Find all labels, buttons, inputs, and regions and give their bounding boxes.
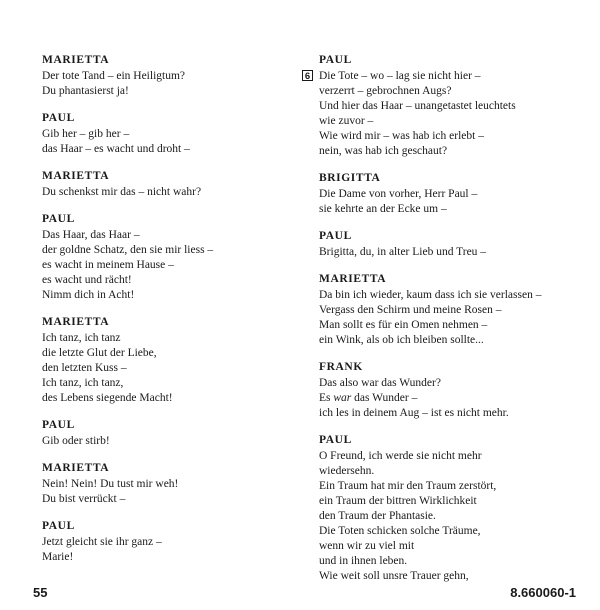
dialogue-line: verzerrt – gebrochnen Augs? [319,85,452,97]
dialogue-line: den Traum der Phantasie. [319,510,436,522]
dialogue-block [319,229,579,260]
dialogue-line: den letzten Kuss – [42,362,127,374]
speaker-name: PAUL [319,54,352,66]
dialogue-line: Ich tanz, ich tanz, [42,377,124,389]
dialogue-line: Gib her – gib her – [42,128,130,140]
dialogue-line: die letzte Glut der Liebe, [42,347,157,359]
speaker-name: PAUL [42,419,75,431]
speaker-name: MARIETTA [319,273,387,285]
dialogue-block [42,315,282,406]
dialogue-text: Es [319,392,334,404]
dialogue-line: Gib oder stirb! [42,435,110,447]
speaker-name: PAUL [319,434,352,446]
dialogue-block [304,53,579,159]
dialogue-text: das Wunder – [351,392,418,404]
dialogue-line: das Haar – es wacht und droht – [42,143,190,155]
speaker-name: PAUL [319,230,352,242]
dialogue-line: Vergass den Schirm und meine Rosen – [319,304,502,316]
dialogue-line: Das Haar, das Haar – [42,229,140,241]
dialogue-line: und in ihnen leben. [319,555,408,567]
dialogue-line [304,69,579,84]
dialogue-text: Die Tote – wo – lag sie nicht hier – [319,70,481,82]
dialogue-block [42,418,282,449]
speaker-name: MARIETTA [42,170,110,182]
dialogue-line: Ich tanz, ich tanz [42,332,121,344]
track-marker: 6 [302,70,313,81]
speaker-name: PAUL [42,213,75,225]
dialogue-block [42,519,282,565]
dialogue-line: Jetzt gleicht sie ihr ganz – [42,536,162,548]
dialogue-line: ein Traum der bittren Wirklichkeit [319,495,477,507]
left-column [42,53,282,577]
dialogue-line: der goldne Schatz, den sie mir liess – [42,244,214,256]
dialogue-line: ich les in deinem Aug – ist es nicht mehr. [319,407,509,419]
dialogue-block [319,171,579,217]
dialogue-line: O Freund, ich werde sie nicht mehr [319,450,482,462]
dialogue-line: wenn wir zu viel mit [319,540,415,552]
dialogue-line [319,391,579,406]
dialogue-line: ein Wink, als ob ich bleiben sollte... [319,334,484,346]
dialogue-line: Brigitta, du, in alter Lieb und Treu – [319,246,487,258]
dialogue-line: Da bin ich wieder, kaum dass ich sie verlassen – [319,289,542,301]
dialogue-block [319,360,579,421]
dialogue-line: Nein! Nein! Du tust mir weh! [42,478,179,490]
dialogue-line: Ein Traum hat mir den Traum zerstört, [319,480,497,492]
dialogue-block [42,461,282,507]
dialogue-block [319,433,579,584]
dialogue-line: Die Toten schicken solche Träume, [319,525,481,537]
dialogue-block [319,272,579,348]
dialogue-line: Die Dame von vorher, Herr Paul – [319,188,478,200]
emphasis-text: war [333,392,352,404]
dialogue-line: Marie! [42,551,74,563]
dialogue-line: Man sollt es für ein Omen nehmen – [319,319,488,331]
dialogue-line: Du schenkst mir das – nicht wahr? [42,186,202,198]
dialogue-block [42,53,282,99]
speaker-name: PAUL [42,112,75,124]
dialogue-block [42,111,282,157]
dialogue-line: Du bist verrückt – [42,493,126,505]
speaker-name: PAUL [42,520,75,532]
dialogue-line: wie zuvor – [319,115,374,127]
dialogue-line: nein, was hab ich geschaut? [319,145,448,157]
dialogue-line: sie kehrte an der Ecke um – [319,203,447,215]
dialogue-line: es wacht und rächt! [42,274,132,286]
dialogue-line: des Lebens siegende Macht! [42,392,173,404]
dialogue-line: Der tote Tand – ein Heiligtum? [42,70,186,82]
dialogue-line: Du phantasierst ja! [42,85,129,97]
dialogue-block [42,212,282,303]
speaker-name: MARIETTA [42,462,110,474]
dialogue-line: Wie wird mir – was hab ich erlebt – [319,130,484,142]
dialogue-line: es wacht in meinem Hause – [42,259,174,271]
dialogue-line: Das also war das Wunder? [319,377,441,389]
speaker-name: MARIETTA [42,54,110,66]
speaker-name: MARIETTA [42,316,110,328]
dialogue-line: Nimm dich in Acht! [42,289,135,301]
dialogue-block [42,169,282,200]
speaker-name: FRANK [319,361,363,373]
dialogue-line: wiedersehn. [319,465,375,477]
dialogue-line: Und hier das Haar – unangetastet leuchtets [319,100,516,112]
speaker-name: BRIGITTA [319,172,381,184]
right-column [304,53,579,596]
page-number: 55 [33,585,48,600]
catalog-number: 8.660060-1 [510,585,576,600]
dialogue-line: Wie weit soll unsre Trauer gehn, [319,570,469,582]
